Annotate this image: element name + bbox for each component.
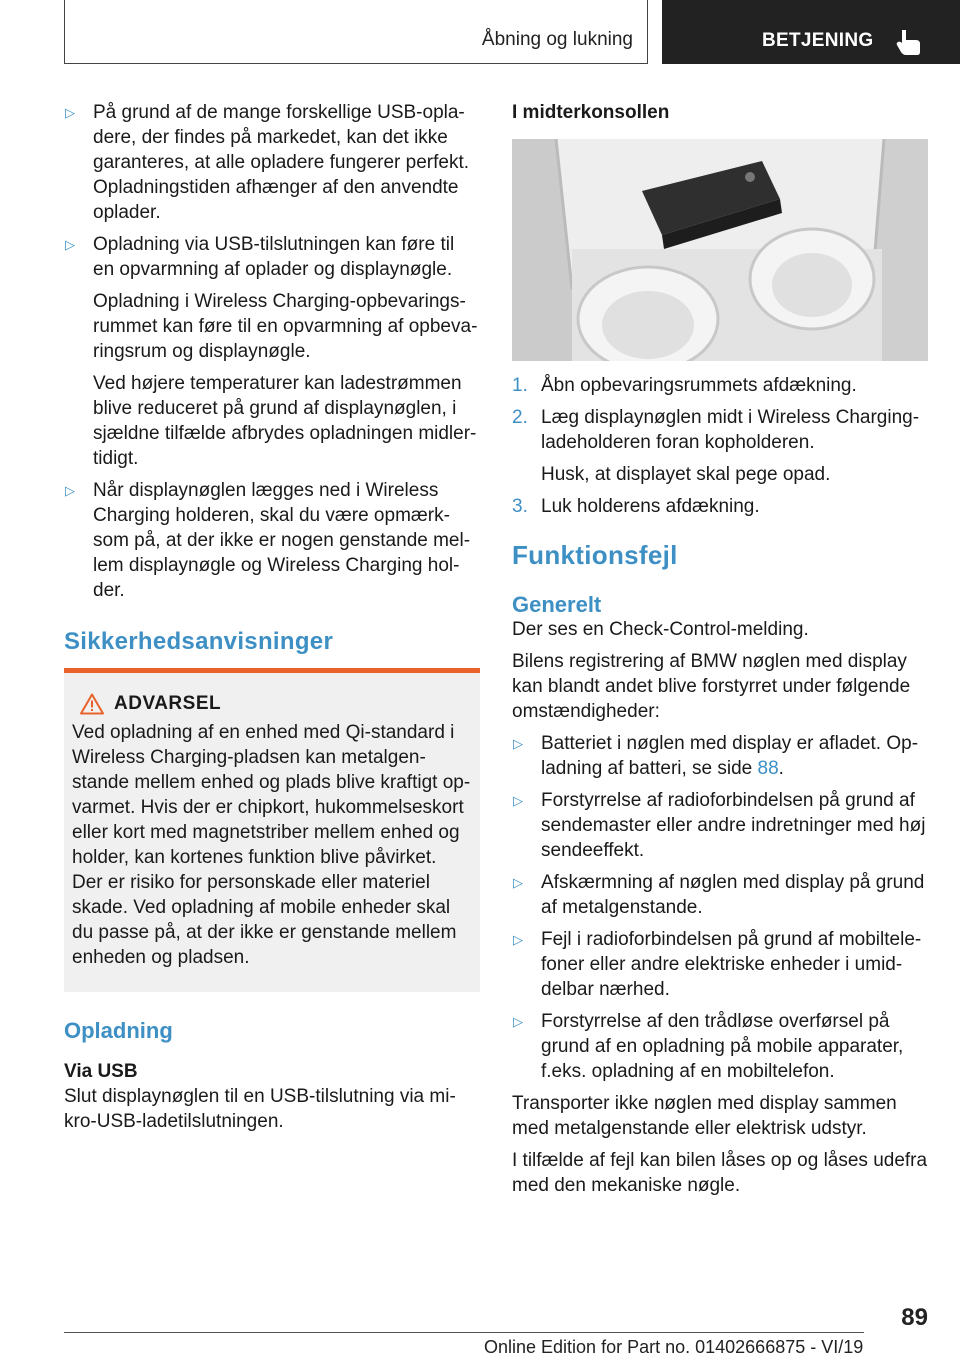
warning-text: Ved opladning af en enhed med Qi-standard i Wireless Charging-pladsen kan metalgen-stande mellem enhed og plads blive kraftigt op-varmet. Hvis der er chipkort, hukommelseskort eller kort med magnetstriber mellem enhed og holder, kan kortenes funktion blive påvirket. Der er risiko for personskade eller materiel skade. Ved opladning af mobile enheder skal du passe på, at der ikke er genstande mellem enheden og pladsen. [72, 722, 471, 968]
triangle-right-icon: ▷ [513, 875, 523, 890]
right-column [512, 100, 928, 1198]
closing-paragraph: Transporter ikke nøglen med display sammen med metalgenstande eller elektrisk udstyr. [512, 1093, 897, 1139]
bullet-text: Forstyrrelse af den trådløse overførsel på grund af en opladning på mobile apparater, f.eks. opladning af en mobiltelefon. [541, 1011, 904, 1082]
footer-divider [64, 1332, 864, 1333]
list-item [64, 478, 480, 603]
step-note: Husk, at displayet skal pege opad. [541, 464, 831, 485]
bullet-text: Afskærmning af nøglen med display på grund af metalgenstande. [541, 872, 925, 918]
bullet-text-end: . [778, 758, 784, 779]
hand-pointer-icon [896, 28, 922, 56]
bullet-text: Fejl i radioforbindelsen på grund af mobiltele-foner eller andre elektriske enheder i umid-delbar nærhed. [541, 929, 922, 1000]
step-number: 3. [512, 496, 528, 517]
list-item [512, 870, 928, 920]
list-item [64, 232, 480, 471]
footer-edition: Online Edition for Part no. 01402666875 - VI/19 [484, 1337, 864, 1357]
closing-paragraph: I tilfælde af fejl kan bilen låses op og låses udefra med den mekaniske nøgle. [512, 1150, 928, 1196]
steps-list [512, 373, 928, 519]
bullet-text: Batteriet i nøglen med display er afladet. Op-ladning af batteri, se side [541, 733, 919, 779]
page-reference-link[interactable]: 88 [757, 758, 779, 779]
center-console-photo [512, 139, 928, 361]
general-heading: Generelt [512, 592, 602, 617]
section-title: Åbning og lukning [481, 29, 633, 50]
console-heading: I midterkonsollen [512, 102, 670, 123]
step-text: Åbn opbevaringsrummets afdækning. [541, 375, 857, 396]
triangle-right-icon: ▷ [65, 105, 75, 120]
list-item [512, 494, 928, 519]
usb-heading: Via USB [64, 1061, 138, 1082]
bullet-text: Opladning via USB-tilslutningen kan føre til en opvarmning af oplader og displaynøgle. [93, 234, 455, 280]
triangle-right-icon: ▷ [65, 237, 75, 252]
list-item [64, 100, 480, 225]
charging-heading: Opladning [64, 1018, 173, 1043]
step-number: 2. [512, 407, 528, 428]
list-item [512, 405, 928, 487]
triangle-right-icon: ▷ [65, 483, 75, 498]
bullet-text: Forstyrrelse af radioforbindelsen på grund af sendemaster eller andre indretninger med høj sendeeffekt. [541, 790, 926, 861]
triangle-right-icon: ▷ [513, 736, 523, 751]
page-number: 89 [901, 1304, 928, 1331]
header-chapter-tab [662, 0, 960, 64]
list-item [512, 927, 928, 1002]
fault-heading: Funktionsfejl [512, 540, 678, 570]
general-paragraph: Bilens registrering af BMW nøglen med display kan blandt andet blive forstyrret under følgende omstændigheder: [512, 651, 911, 722]
warning-title: ADVARSEL [114, 693, 222, 714]
list-item [512, 731, 928, 781]
general-paragraph: Der ses en Check-Control-melding. [512, 619, 809, 640]
list-item [512, 1009, 928, 1084]
bullet-subparagraph: Ved højere temperaturer kan ladestrømmen blive reduceret på grund af displaynøglen, i sjældne tilfælde afbrydes opladningen midler-tidigt. [93, 373, 477, 469]
step-text: Luk holderens afdækning. [541, 496, 760, 517]
header-section-tab [64, 0, 648, 64]
bullet-text: Når displaynøglen lægges ned i Wireless Charging holderen, skal du være opmærk-som på, at der ikke er nogen genstande mel-lem displaynøgle og Wireless Charging hol-der. [93, 480, 471, 601]
warning-triangle-icon [80, 693, 104, 715]
bullet-subparagraph: Opladning i Wireless Charging-opbevarings-rummet kan føre til en opvarmning af opbeva-ringsrum og displaynøgle. [93, 291, 478, 362]
warning-box [64, 673, 480, 992]
step-number: 1. [512, 375, 528, 396]
usb-text: Slut displaynøglen til en USB-tilslutning via mi-kro-USB-ladetilslutningen. [64, 1086, 456, 1132]
list-item [512, 373, 928, 398]
step-text: Læg displaynøglen midt i Wireless Charging-ladeholderen foran kopholderen. [541, 407, 920, 453]
safety-heading: Sikkerhedsanvisninger [64, 628, 334, 655]
bullet-text: På grund af de mange forskellige USB-opla-dere, der findes på markedet, kan det ikke garanteres, at alle opladere fungerer perfekt. Opladningstiden afhænger af den anvendte oplader. [93, 102, 470, 223]
triangle-right-icon: ▷ [513, 1014, 523, 1029]
list-item [512, 788, 928, 863]
triangle-right-icon: ▷ [513, 793, 523, 808]
left-column [64, 100, 480, 1134]
chapter-title: BETJENING [762, 30, 874, 51]
triangle-right-icon: ▷ [513, 932, 523, 947]
